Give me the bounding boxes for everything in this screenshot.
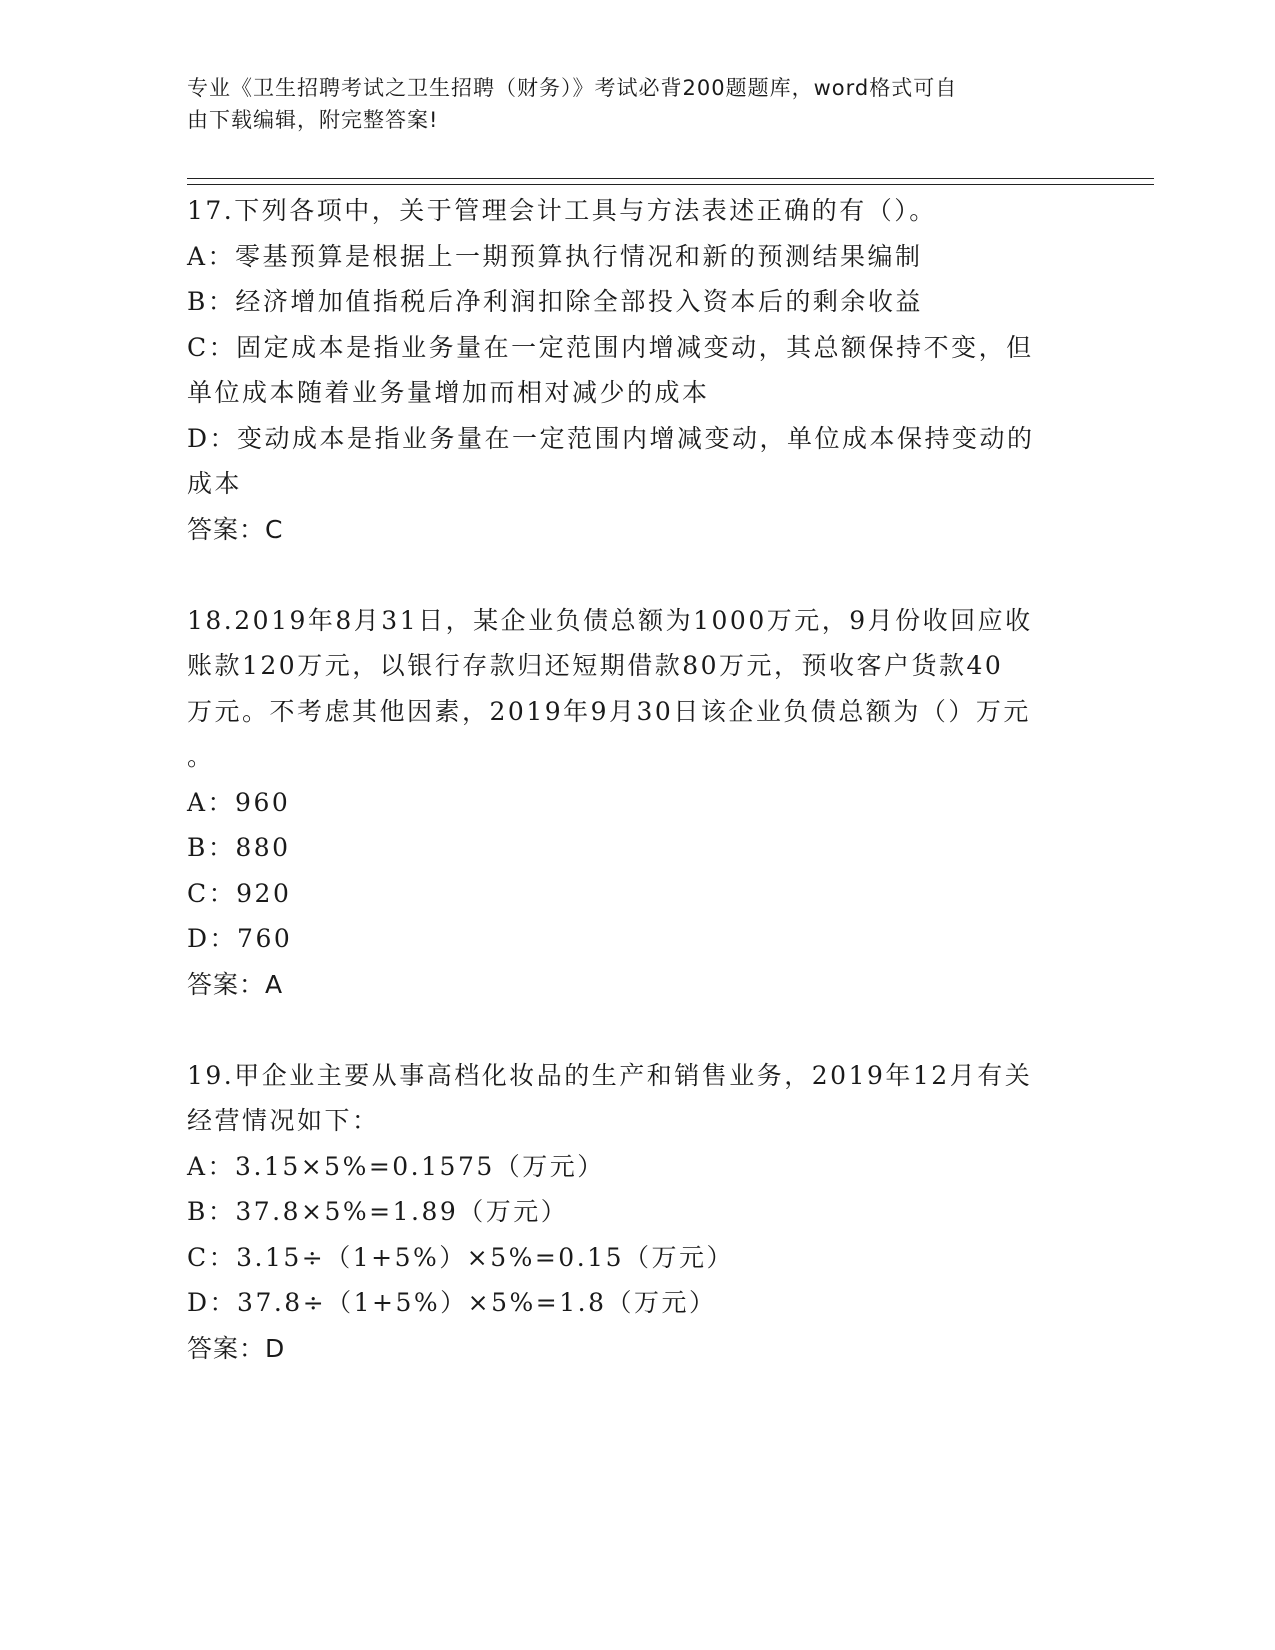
option-a: A：零基预算是根据上一期预算执行情况和新的预测结果编制 [187,241,923,271]
question-stem: 19.甲企业主要从事高档化妆品的生产和销售业务，2019年12月有关 [187,1060,1033,1090]
option-a: A：960 [187,787,291,817]
header-line: 专业《卫生招聘考试之卫生招聘（财务）》考试必背200题题库，word格式可自 [187,76,958,100]
option-d: D：760 [187,924,293,953]
option-b: B：37.8×5%=1.89（万元） [187,1197,569,1226]
answer-line: 答案：D [187,1333,286,1363]
answer-line: 答案：C [187,514,284,544]
question-stem: 账款120万元，以银行存款归还短期借款80万元，预收客户货款40 [187,651,1004,680]
question-19 [187,1053,1087,1372]
option-b: B：880 [187,833,291,862]
question-18 [187,598,1087,1008]
option-a: A：3.15×5%=0.1575（万元） [187,1151,605,1181]
question-list [187,188,1087,1371]
question-stem: 。 [187,742,215,771]
header-divider-top [187,178,1154,179]
option-c: C：920 [187,878,292,908]
question-stem: 18.2019年8月31日，某企业负债总额为1000万元，9月份收回应收 [187,605,1033,635]
option-c: C：3.15÷（1+5%）×5%=0.15（万元） [187,1242,734,1272]
option-d-continued: 成本 [187,469,243,498]
option-d: D：变动成本是指业务量在一定范围内增减变动，单位成本保持变动的 [187,423,1035,453]
question-stem: 经营情况如下： [187,1106,380,1135]
option-c-continued: 单位成本随着业务量增加而相对减少的成本 [187,378,710,407]
option-b: B：经济增加值指税后净利润扣除全部投入资本后的剩余收益 [187,287,923,316]
question-spacer [187,1007,1087,1053]
question-stem: 17.下列各项中，关于管理会计工具与方法表述正确的有（）。 [187,196,937,225]
header-line: 由下载编辑，附完整答案! [187,108,439,132]
document-header [187,72,1067,136]
question-spacer [187,552,1087,598]
header-divider-bottom [187,184,1154,185]
option-c: C：固定成本是指业务量在一定范围内增减变动，其总额保持不变，但 [187,332,1034,362]
question-17 [187,188,1087,552]
option-d: D：37.8÷（1+5%）×5%=1.8（万元） [187,1288,717,1317]
answer-line: 答案：A [187,969,284,999]
question-stem: 万元。不考虑其他因素，2019年9月30日该企业负债总额为（）万元 [187,696,1031,726]
